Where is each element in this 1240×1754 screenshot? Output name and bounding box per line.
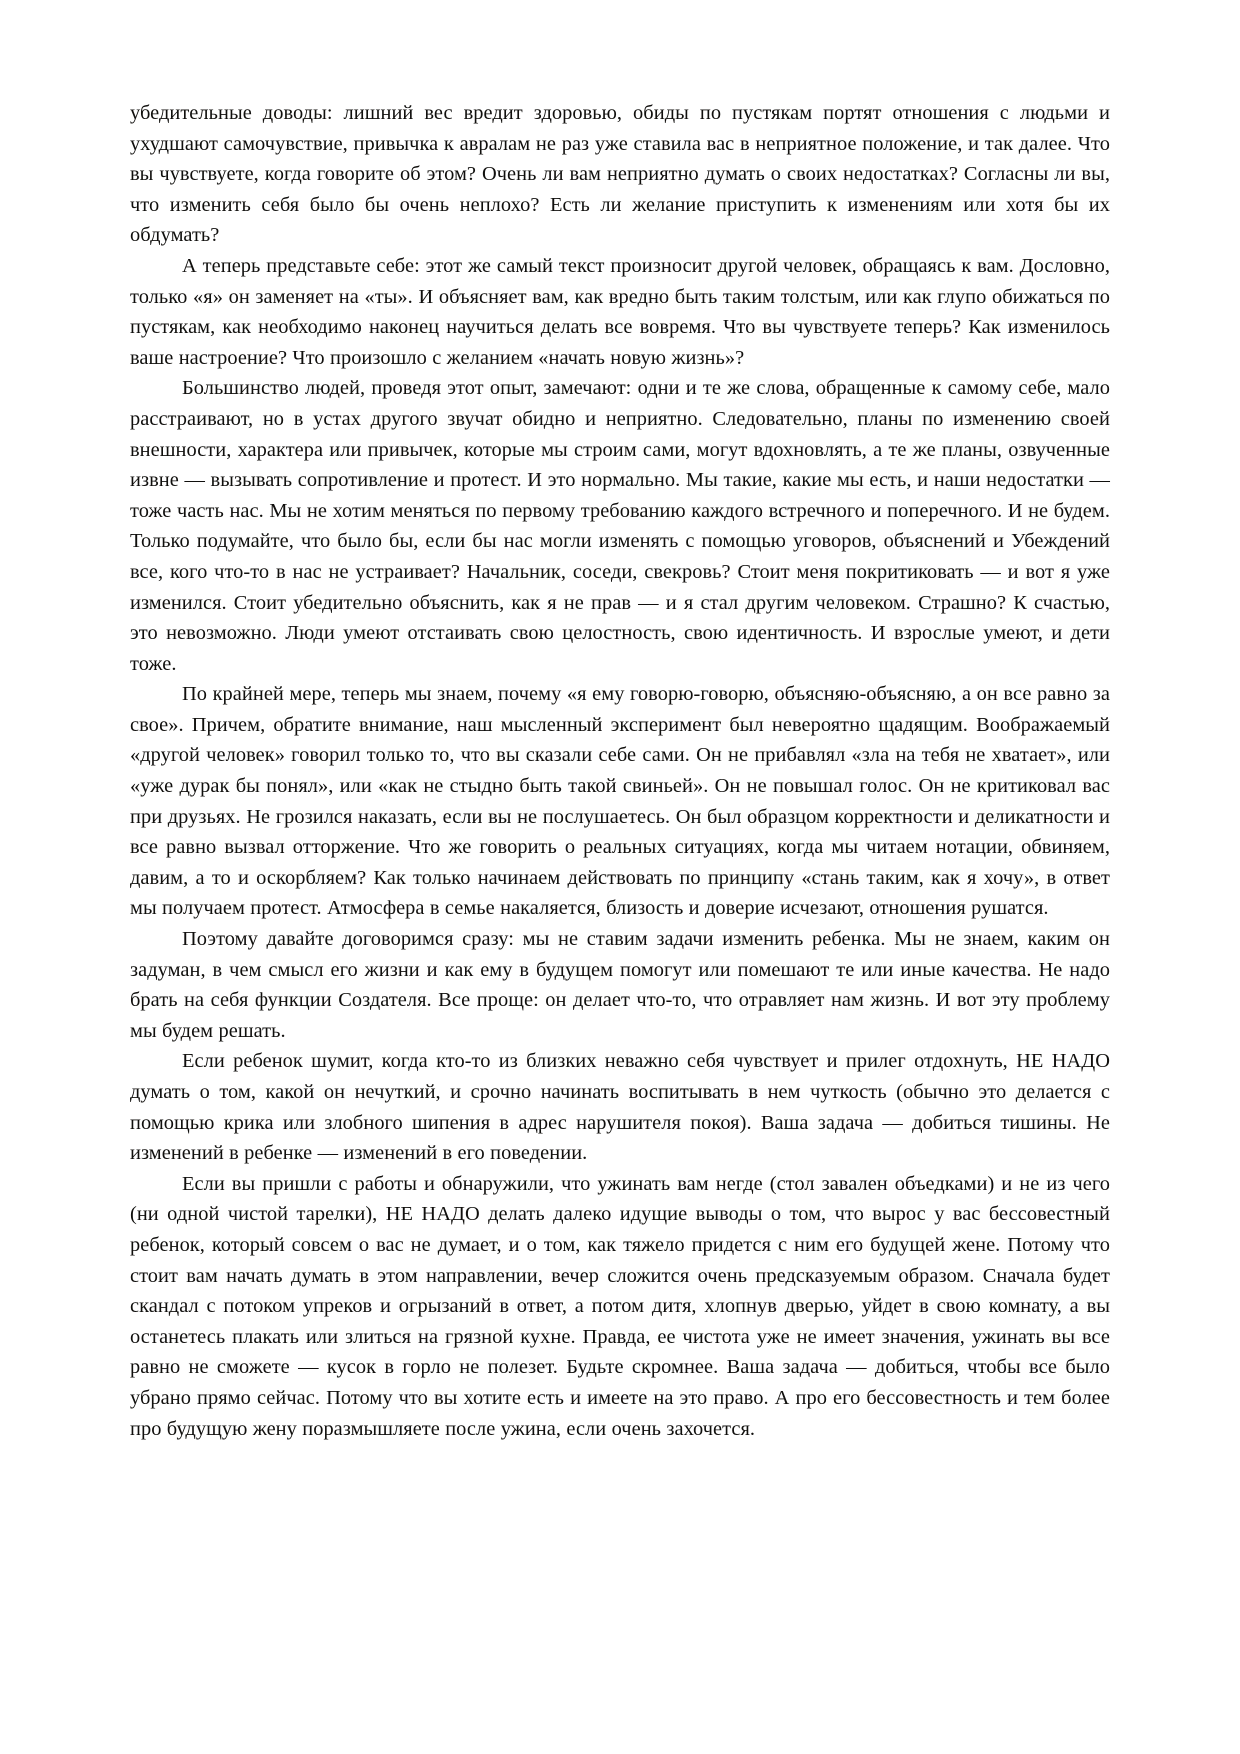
paragraph: По крайней мере, теперь мы знаем, почему «я ему говорю-говорю, объясняю-объясняю, а он все равно за свое». Причем, обратите внимание, наш мысленный эксперимент был невероятно щадящим. Воображаемый «другой человек» говорил только то, что вы сказали себе сами. Он не прибавлял «зла на тебя не хватает», или «уже дурак бы понял», или «как не стыдно быть такой свиньей». Он не повышал голос. Он не критиковал вас при друзьях. Не грозился наказать, если вы не послушаетесь. Он был образцом корректности и деликатности и все равно вызвал отторжение. Что же говорить о реальных ситуациях, когда мы читаем нотации, обвиняем, давим, а то и оскорбляем? Как только начинаем действовать по принципу «стань таким, как я хочу», в ответ мы получаем протест. Атмосфера в семье накаляется, близость и доверие исчезают, отношения рушатся. [130, 683, 1110, 920]
paragraph: А теперь представьте себе: этот же самый текст произносит другой человек, обращаясь к вам. Дословно, только «я» он заменяет на «ты». И объясняет вам, как вредно быть таким толстым, или как глупо обижаться по пустякам, как необходимо наконец научиться делать все вовремя. Что вы чувствуете теперь? Как изменилось ваше настроение? Что произошло с желанием «начать новую жизнь»? [130, 254, 1110, 369]
paragraph: Поэтому давайте договоримся сразу: мы не ставим задачи изменить ребенка. Мы не знаем, каким он задуман, в чем смысл его жизни и как ему в будущем помогут или помешают те или иные качества. Не надо брать на себя функции Создателя. Все проще: он делает что-то, что отравляет нам жизнь. И вот эту проблему мы будем решать. [130, 928, 1110, 1042]
text-column [130, 98, 1110, 1444]
paragraph: Если вы пришли с работы и обнаружили, что ужинать вам негде (стол завален объедками) и не из чего (ни одной чистой тарелки), НЕ НАДО делать далеко идущие выводы о том, что вырос у вас бессовестный ребенок, который совсем о вас не думает, и о том, как тяжело придется с ним его будущей жене. Потому что стоит вам начать думать в этом направлении, вечер сложится очень предсказуемым образом. Сначала будет скандал с потоком упреков и огрызаний в ответ, а потом дитя, хлопнув дверью, уйдет в свою комнату, а вы останетесь плакать или злиться на грязной кухне. Правда, ее чистота уже не имеет значения, ужинать вы все равно не сможете — кусок в горло не полезет. Будьте скромнее. Ваша задача — добиться, чтобы все было убрано прямо сейчас. Потому что вы хотите есть и имеете на это право. А про его бессовестность и тем более про будущую жену поразмышляете после ужина, если очень захочется. [130, 1172, 1110, 1440]
paragraph: Если ребенок шумит, когда кто-то из близких неважно себя чувствует и прилег отдохнуть, НЕ НАДО думать о том, какой он нечуткий, и срочно начинать воспитывать в нем чуткость (обычно это делается с помощью крика или злобного шипения в адрес нарушителя покоя). Ваша задача — добиться тишины. Не изменений в ребенке — изменений в его поведении. [130, 1050, 1110, 1165]
paragraph: Большинство людей, проведя этот опыт, замечают: одни и те же слова, обращенные к самому себе, мало расстраивают, но в устах другого звучат обидно и неприятно. Следовательно, планы по изменению своей внешности, характера или привычек, которые мы строим сами, могут вдохновлять, а те же планы, озвученные извне — вызывать сопротивление и протест. И это нормально. Мы такие, какие мы есть, и наши недостатки — тоже часть нас. Мы не хотим меняться по первому требованию каждого встречного и поперечного. И не будем. Только подумайте, что было бы, если бы нас могли изменять с помощью уговоров, объяснений и Убеждений все, кого что-то в нас не устраивает? Начальник, соседи, свекровь? Стоит меня покритиковать — и вот я уже изменился. Стоит убедительно объяснить, как я не прав — и я стал другим человеком. Страшно? К счастью, это невозможно. Люди умеют отстаивать свою целостность, свою идентичность. И взрослые умеют, и дети тоже. [130, 377, 1110, 675]
paragraph: убедительные доводы: лишний вес вредит здоровью, обиды по пустякам портят отношения с людьми и ухудшают самочувствие, привычка к авралам не раз уже ставила вас в неприятное положение, и так далее. Что вы чувствуете, когда говорите об этом? Очень ли вам неприятно думать о своих недостатках? Согласны ли вы, что изменить себя было бы очень неплохо? Есть ли желание приступить к изменениям или хотя бы их обдумать? [130, 102, 1110, 247]
